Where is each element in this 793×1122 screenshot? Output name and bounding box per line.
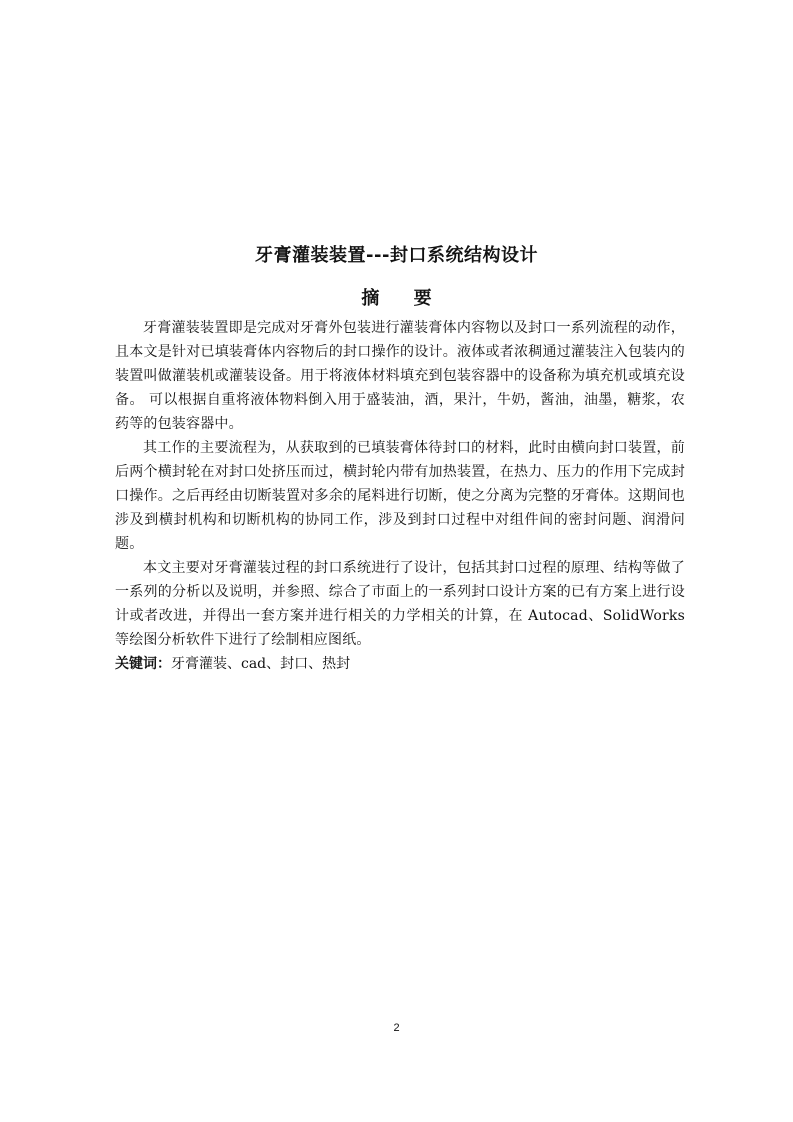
abstract-paragraph-1: 牙膏灌装装置即是完成对牙膏外包装进行灌装膏体内容物以及封口一系列流程的动作，且本文是针对已填装膏体内容物后的封口操作的设计。液体或者浓稠通过灌装注入包装内的装置叫做灌装机或灌装设备。用于将液体材料填充到包装容器中的设备称为填充机或填充设备。 可以根据自重将液体物料倒入用于盛装油，酒，果汁，牛奶，酱油，油墨，糖浆，农药等的包装容器中。	[115, 320, 685, 432]
abstract-heading: 摘 要	[361, 288, 446, 309]
abstract-body	[115, 316, 685, 676]
document-title: 牙膏灌装装置---封口系统结构设计	[255, 245, 538, 266]
page-number: 2	[393, 1022, 400, 1034]
keywords-line	[115, 652, 685, 676]
abstract-paragraph-2: 其工作的主要流程为，从获取到的已填装膏体待封口的材料，此时由横向封口装置，前后两个横封轮在对封口处挤压而过，横封轮内带有加热装置，在热力、压力的作用下完成封口操作。之后再经由切断装置对多余的尾料进行切断，使之分离为完整的牙膏体。这期间也涉及到横封机构和切断机构的协同工作，涉及到封口过程中对组件间的密封问题、润滑问题。	[115, 440, 685, 552]
keywords-value: 牙膏灌装、cad、封口、热封	[171, 656, 351, 672]
abstract-paragraph-3: 本文主要对牙膏灌装过程的封口系统进行了设计，包括其封口过程的原理、结构等做了一系列的分析以及说明，并参照、综合了市面上的一系列封口设计方案的已有方案上进行设计或者改进，并得出一套方案并进行相关的力学相关的计算，在 Autocad、SolidWorks 等绘图分析软件下进行了绘制相应图纸。	[115, 560, 685, 648]
keywords-label: 关键词：	[115, 656, 171, 672]
